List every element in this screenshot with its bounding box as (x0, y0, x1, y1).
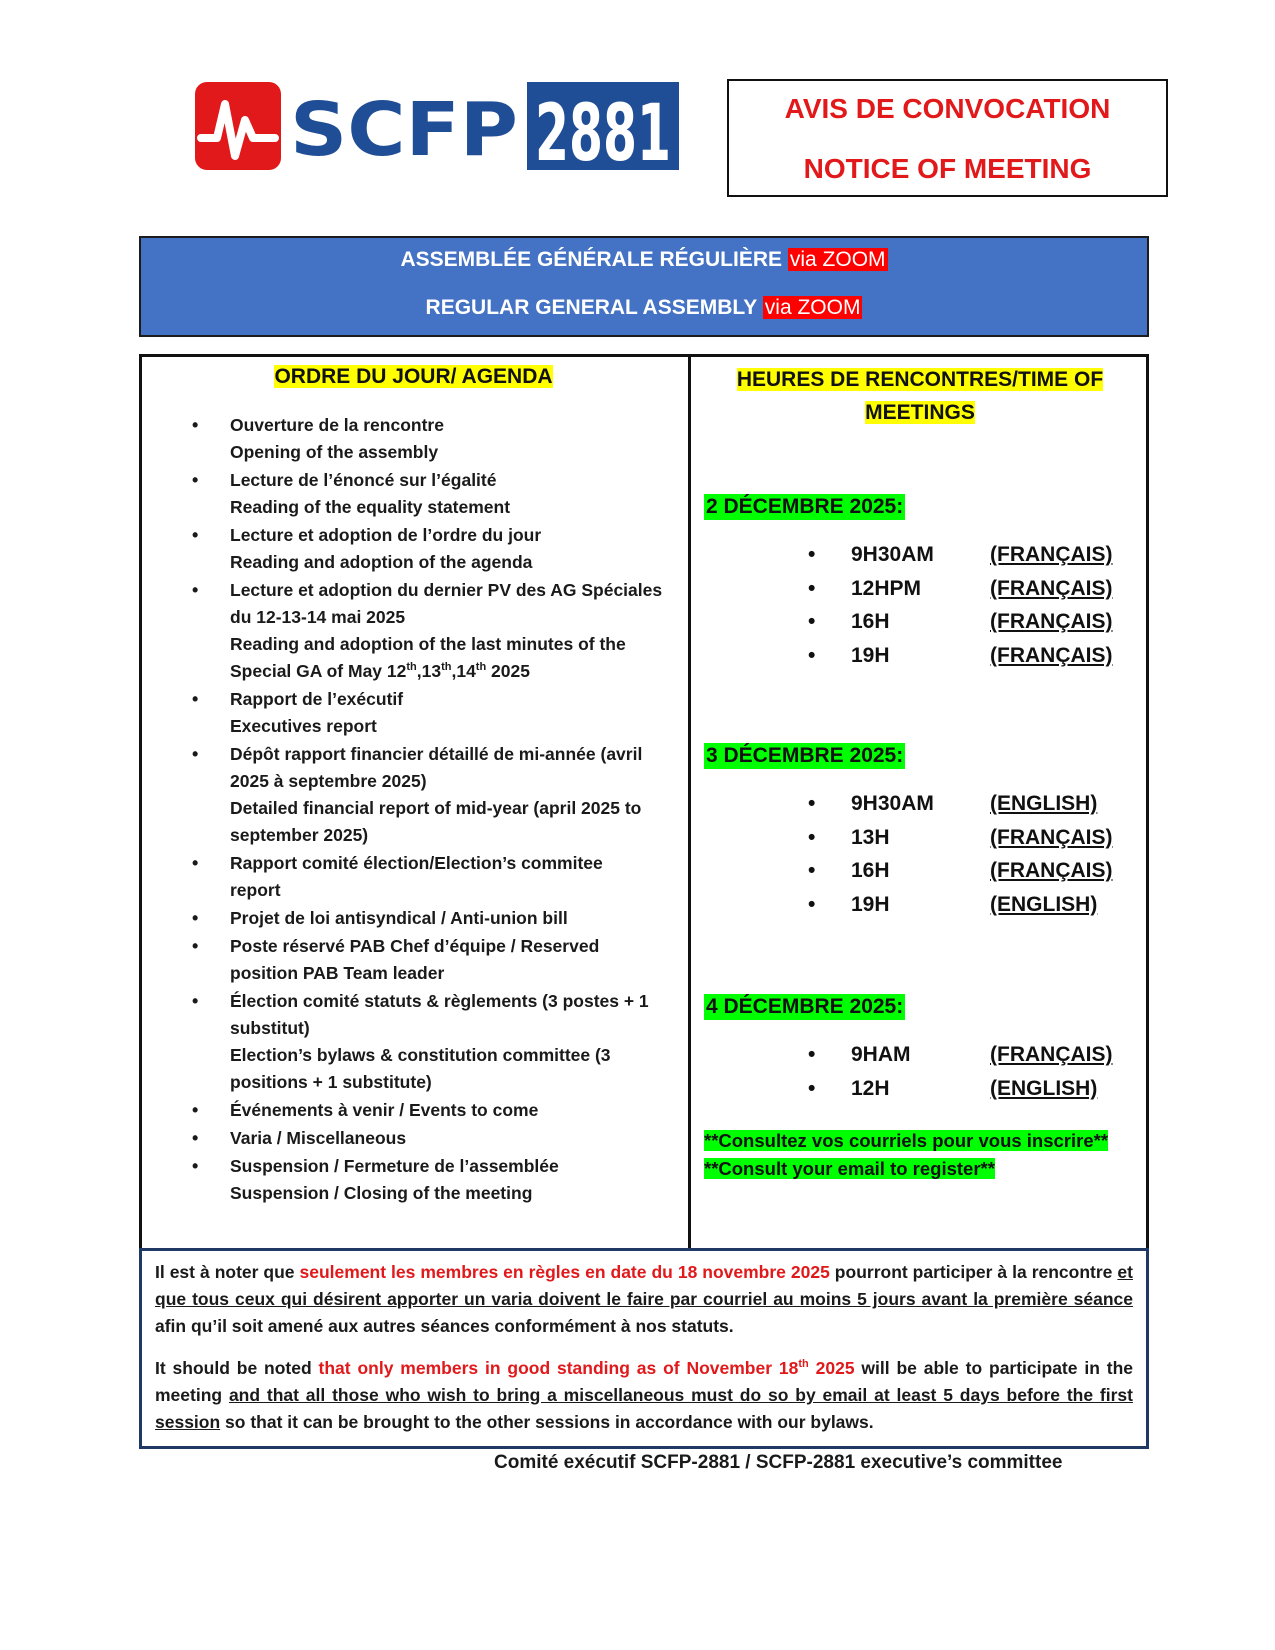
bullet-icon: • (808, 576, 816, 600)
registration-note (704, 1127, 1124, 1183)
agenda-item-text: Varia / Miscellaneous (230, 1128, 407, 1148)
bullet-icon: • (192, 689, 199, 709)
bullet-icon: • (808, 1076, 816, 1100)
ordinal-suffix: th (798, 1358, 809, 1371)
agenda-item (186, 577, 676, 685)
agenda-list (186, 412, 676, 1207)
agenda-item-fr: Lecture et adoption du dernier PV des AG Spéciales (230, 580, 663, 600)
session-language: (FRANÇAIS) (990, 1043, 1113, 1066)
column-divider (688, 354, 691, 1251)
notice-title-en: NOTICE OF MEETING (803, 153, 1092, 184)
agenda-item-fr-cont: substitut) (230, 1018, 310, 1038)
agenda-item-en: Reading of the equality statement (230, 497, 511, 517)
bullet-icon: • (808, 643, 816, 667)
bullet-icon: • (192, 991, 199, 1011)
date-label-dec-4: 4 DÉCEMBRE 2025: (706, 995, 904, 1018)
logo-brand-text: SCFP (290, 87, 518, 173)
session-time: 19H (851, 643, 890, 667)
text-segment: Special GA of May 12 (230, 661, 407, 681)
text-segment: will be able to participate in the meeting (155, 1358, 1134, 1405)
session-language: (FRANÇAIS) (990, 576, 1113, 600)
bullet-icon: • (192, 908, 199, 928)
bullet-icon: • (808, 792, 816, 815)
agenda-item-en: Reading and adoption of the last minutes of the (230, 634, 626, 654)
text-segment: Il est à noter que (155, 1262, 300, 1282)
agenda-item-en: Election’s bylaws & constitution committee (3 (230, 1045, 611, 1065)
notice-box (727, 79, 1168, 197)
session-item (808, 1043, 1138, 1077)
banner-fr-via-zoom: via ZOOM (789, 248, 886, 271)
session-time: 12HPM (851, 576, 922, 600)
banner-title-fr (141, 248, 1147, 272)
session-list-dec-3 (808, 792, 1138, 926)
agenda-item (186, 1125, 676, 1152)
session-language: (FRANÇAIS) (990, 543, 1113, 566)
session-time: 16H (851, 859, 890, 882)
assembly-banner (139, 236, 1149, 337)
agenda-heading (139, 365, 688, 389)
bullet-icon: • (192, 470, 199, 490)
session-item (808, 644, 1138, 678)
ordinal-suffix: th (441, 661, 452, 674)
session-language: (FRANÇAIS) (990, 859, 1113, 882)
times-heading-line2: MEETINGS (865, 401, 975, 424)
bullet-icon: • (808, 1043, 816, 1066)
session-list-dec-4 (808, 1043, 1138, 1110)
agenda-heading-text: ORDRE DU JOUR/ AGENDA (274, 365, 553, 388)
logo-number-text: 2881 (535, 89, 671, 179)
session-item (808, 577, 1138, 611)
session-item (808, 610, 1138, 644)
agenda-item-en: Opening of the assembly (230, 442, 439, 462)
date-label-dec-3: 3 DÉCEMBRE 2025: (706, 744, 904, 767)
agenda-item (186, 1097, 676, 1124)
registration-note-text: **Consultez vos courriels pour vous inscrire** **Consult your email to register** (704, 1130, 1109, 1179)
scfp-2881-logo (195, 82, 680, 179)
session-language: (FRANÇAIS) (990, 643, 1113, 667)
agenda-item (186, 467, 676, 521)
agenda-item (186, 522, 676, 576)
text-segment: that only members in good standing as of November 18 (318, 1358, 799, 1378)
text-underlined: et que tous ceux qui désirent apporter un varia doivent le faire par courriel au moins 5 jours avant la première séance (155, 1262, 1133, 1309)
agenda-item (186, 741, 676, 849)
banner-en-title-text: REGULAR GENERAL ASSEMBLY (425, 296, 757, 319)
agenda-item (186, 850, 676, 904)
banner-en-via-zoom: via ZOOM (764, 296, 861, 319)
banner-title-en (141, 296, 1147, 320)
agenda-item-text: Rapport comité élection/Election’s commitee (230, 853, 603, 873)
agenda-item (186, 686, 676, 740)
text-segment: so that it can be brought to the other sessions in accordance with our bylaws. (220, 1412, 874, 1432)
times-heading-line1: HEURES DE RENCONTRES/TIME OF (736, 368, 1104, 391)
agenda-item-text: Poste réservé PAB Chef d’équipe / Reserved (230, 936, 600, 956)
session-time: 13H (851, 825, 890, 849)
agenda-item-fr: Suspension / Fermeture de l’assemblée (230, 1156, 559, 1176)
text-segment: 2025 (486, 661, 530, 681)
ordinal-suffix: th (475, 661, 487, 674)
text-segment: afin qu’il soit amené aux autres séances conformément à nos statuts. (155, 1316, 734, 1336)
ordinal-suffix: th (406, 661, 417, 674)
text-highlight: seulement les membres en règles en date du 18 novembre 2025 (299, 1262, 830, 1282)
session-time: 9HAM (851, 1043, 911, 1066)
agenda-item-fr: Rapport de l’exécutif (230, 689, 404, 709)
meeting-times-heading (695, 363, 1145, 429)
agenda-item-fr: Lecture de l’énoncé sur l’égalité (230, 470, 497, 490)
bullet-icon: • (192, 415, 199, 435)
text-segment: pourront participer à la rencontre (829, 1262, 1118, 1282)
session-item (808, 826, 1138, 860)
agenda-item-text: Projet de loi antisyndical / Anti-union bill (230, 908, 568, 928)
session-language: (ENGLISH) (990, 892, 1098, 916)
agenda-item-text-cont: report (230, 880, 281, 900)
session-time: 16H (851, 610, 890, 633)
signature: Comité exécutif SCFP-2881 / SCFP-2881 executive’s committee (494, 1452, 1063, 1473)
session-item (808, 859, 1138, 893)
text-segment: ,13 (416, 661, 442, 681)
agenda-item-en: Detailed financial report of mid-year (april 2025 to (230, 798, 642, 818)
agenda-item-en: Reading and adoption of the agenda (230, 552, 533, 572)
bullet-icon: • (192, 1128, 199, 1148)
agenda-item-fr-cont: 2025 à septembre 2025) (230, 771, 427, 791)
session-language: (FRANÇAIS) (990, 610, 1113, 633)
agenda-item (186, 905, 676, 932)
session-item (808, 893, 1138, 927)
session-language: (ENGLISH) (990, 1076, 1098, 1100)
agenda-item-fr-cont: du 12-13-14 mai 2025 (230, 607, 406, 627)
session-item (808, 792, 1138, 826)
agenda-item-en-cont: september 2025) (230, 825, 369, 845)
agenda-item-en-cont: positions + 1 substitute) (230, 1072, 432, 1092)
session-time: 9H30AM (851, 543, 934, 566)
bullet-icon: • (808, 543, 816, 566)
bullet-icon: • (192, 744, 199, 764)
bullet-icon: • (808, 825, 816, 849)
agenda-item-fr: Lecture et adoption de l’ordre du jour (230, 525, 542, 545)
agenda-item (186, 412, 676, 466)
bullet-icon: • (808, 610, 816, 633)
agenda-item-fr: Dépôt rapport financier détaillé de mi-année (avril (230, 744, 643, 764)
session-time: 9H30AM (851, 792, 934, 815)
session-item (808, 1077, 1138, 1111)
agenda-item (186, 988, 676, 1096)
text-underlined: and that all those who wish to bring a miscellaneous must do so by email at least 5 days before the first session (155, 1385, 1133, 1432)
session-time: 12H (851, 1076, 890, 1100)
text-segment: ,14 (451, 661, 476, 681)
agenda-item-text: Événements à venir / Events to come (230, 1100, 539, 1120)
banner-fr-title-text: ASSEMBLÉE GÉNÉRALE RÉGULIÈRE (400, 248, 783, 271)
bullet-icon: • (808, 859, 816, 882)
bullet-icon: • (192, 936, 199, 956)
session-item (808, 543, 1138, 577)
text-segment: 2025 (808, 1358, 855, 1378)
agenda-item (186, 1153, 676, 1207)
text-highlight (319, 1358, 855, 1378)
agenda-item-en: Executives report (230, 716, 377, 736)
agenda-item-text-cont: position PAB Team leader (230, 963, 445, 983)
bullet-icon: • (192, 525, 199, 545)
bullet-icon: • (192, 580, 199, 600)
text-segment: It should be noted (155, 1358, 319, 1378)
agenda-item-fr: Élection comité statuts & règlements (3 postes + 1 (230, 991, 649, 1011)
notice-title-fr: AVIS DE CONVOCATION (784, 93, 1111, 124)
session-list-dec-2 (808, 543, 1138, 677)
agenda-item-fr: Ouverture de la rencontre (230, 415, 444, 435)
date-label-dec-2: 2 DÉCEMBRE 2025: (706, 495, 904, 518)
agenda-item-en: Suspension / Closing of the meeting (230, 1183, 533, 1203)
agenda-item-en-cont (230, 658, 676, 685)
bullet-icon: • (192, 853, 199, 873)
eligibility-note-en (155, 1355, 1133, 1436)
session-language: (ENGLISH) (990, 792, 1098, 815)
bullet-icon: • (192, 1156, 199, 1176)
agenda-item (186, 933, 676, 987)
bullet-icon: • (808, 892, 816, 916)
session-language: (FRANÇAIS) (990, 825, 1113, 849)
session-time: 19H (851, 892, 890, 916)
bullet-icon: • (192, 1100, 199, 1120)
eligibility-note-fr (155, 1259, 1133, 1340)
